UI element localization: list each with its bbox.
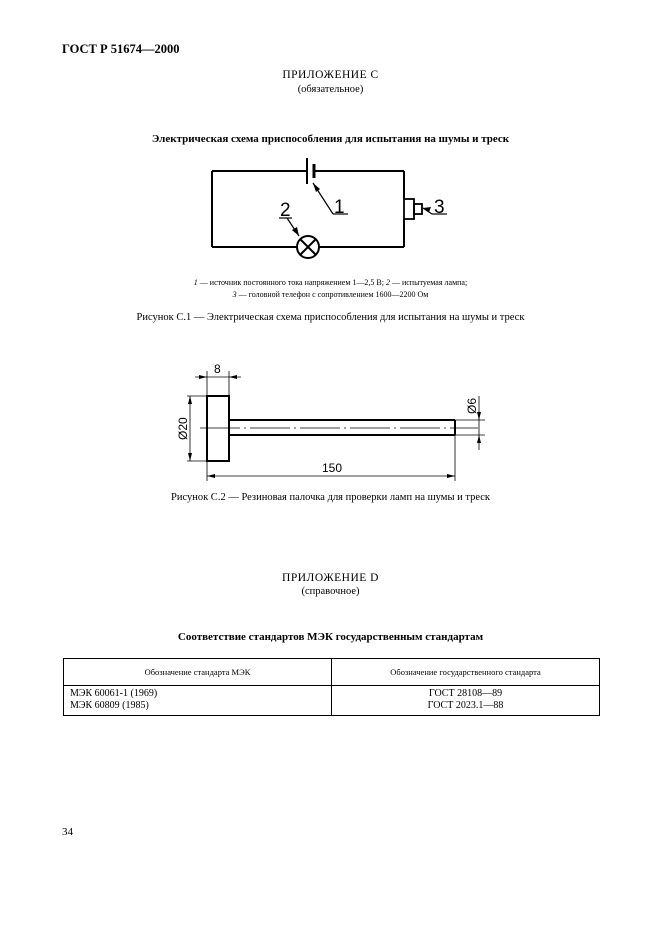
column-header-iec: Обозначение стандарта МЭК: [64, 659, 332, 686]
appendix-c-status: (обязательное): [297, 84, 364, 95]
iec-standards-cell: [64, 686, 332, 716]
table-header-row: [64, 659, 600, 686]
appendix-d-heading: Соответствие стандартов МЭК государственным стандартам: [177, 631, 484, 643]
arrow-length-left: [207, 474, 215, 478]
appendix-d-title: ПРИЛОЖЕНИЕ D: [282, 572, 379, 584]
arrow-rod-bottom: [477, 435, 481, 443]
iec-standard: МЭК 60809 (1985): [70, 700, 149, 711]
arrow-head-dia-top: [188, 396, 192, 404]
arrow-head-dia-bottom: [188, 453, 192, 461]
arrow-length-right: [447, 474, 455, 478]
callout-2: 2: [280, 200, 291, 221]
callout-1: 1: [334, 197, 345, 218]
table-row: [64, 686, 600, 716]
legend-line-2: 3 — головной телефон с сопротивлением 1600—2200 Ом: [232, 290, 429, 299]
stick-head: [207, 396, 229, 461]
gost-standard: ГОСТ 2023.1—88: [427, 700, 504, 711]
appendix-c-heading: Электрическая схема приспособления для испытания на шумы и треск: [151, 133, 510, 145]
dim-rod-diameter: Ø6: [465, 397, 479, 414]
standards-table: [63, 658, 600, 716]
column-header-gost: Обозначение государственного стандарта: [332, 659, 600, 686]
callout-3: 3: [434, 197, 445, 218]
gost-standards-cell: [332, 686, 600, 716]
figure-1-caption: Рисунок С.1 — Электрическая схема приспособления для испытания на шумы и треск: [136, 312, 525, 323]
dim-head-width: 8: [214, 362, 221, 376]
dim-head-diameter: Ø20: [176, 417, 190, 440]
page-number: 34: [62, 826, 73, 838]
legend-line-1: 1 — источник постоянного тока напряжением 1—2,5 В; 2 — испытуемая лампа;: [193, 278, 468, 287]
document-code: ГОСТ Р 51674—2000: [62, 42, 180, 56]
arrow-head-width-right: [229, 375, 237, 379]
dim-length: 150: [322, 461, 343, 475]
figure-2-caption: Рисунок С.2 — Резиновая палочка для проверки ламп на шумы и треск: [170, 492, 491, 503]
appendix-d-status: (справочное): [301, 586, 360, 597]
appendix-c-title: ПРИЛОЖЕНИЕ С: [282, 69, 379, 81]
arrow-head-width-left: [199, 375, 207, 379]
gost-standard: ГОСТ 28108—89: [428, 688, 503, 699]
iec-standard: МЭК 60061-1 (1969): [70, 688, 158, 699]
